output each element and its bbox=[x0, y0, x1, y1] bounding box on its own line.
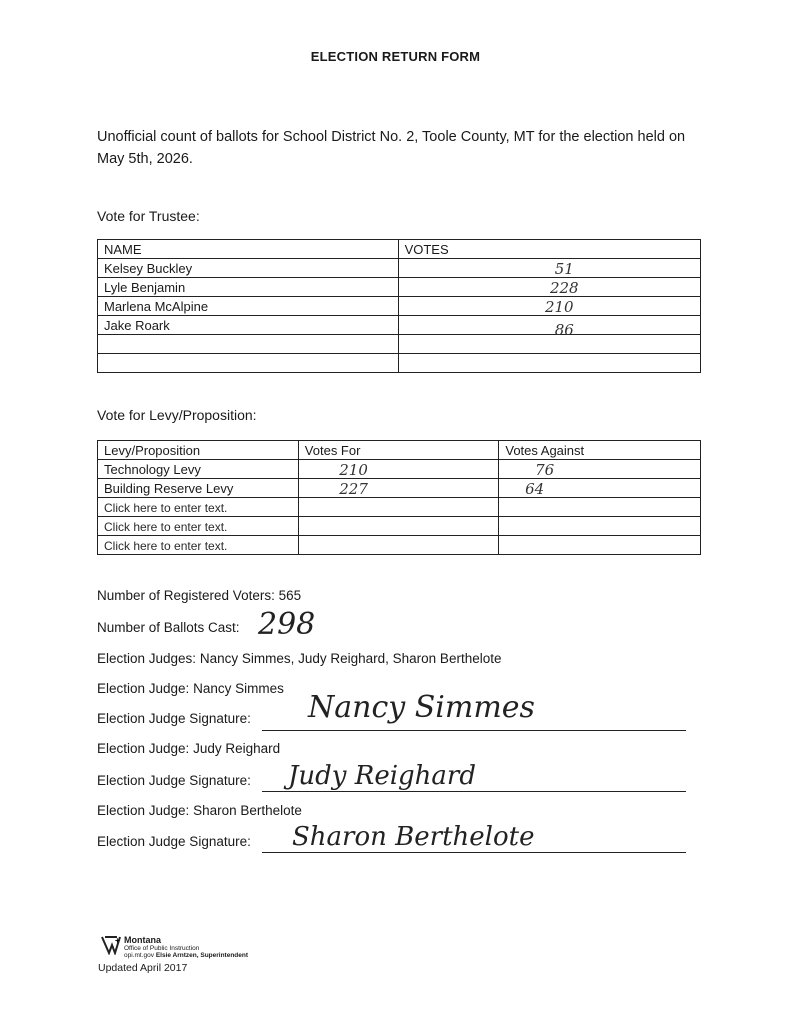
judge-label: Election Judge: bbox=[97, 803, 190, 818]
signature-label: Election Judge Signature: bbox=[97, 834, 251, 849]
judge-line bbox=[97, 681, 284, 696]
table-row bbox=[98, 297, 701, 316]
registered-voters-line bbox=[97, 588, 301, 603]
levy-name-placeholder[interactable]: Click here to enter text. bbox=[98, 536, 299, 555]
candidate-name bbox=[98, 335, 399, 354]
header-votes-for: Votes For bbox=[298, 441, 499, 460]
votes-for-cell bbox=[298, 517, 499, 536]
signature-line bbox=[262, 791, 686, 792]
candidate-name: Kelsey Buckley bbox=[98, 259, 399, 278]
judge-signature: Sharon Berthelote bbox=[292, 822, 535, 852]
logo-text-url: opi.mt.gov bbox=[124, 952, 154, 959]
table-header-row bbox=[98, 240, 701, 259]
candidate-name: Marlena McAlpine bbox=[98, 297, 399, 316]
candidate-votes bbox=[398, 335, 700, 354]
votes-against-cell bbox=[499, 517, 701, 536]
header-levy: Levy/Proposition bbox=[98, 441, 299, 460]
levy-section-label: Vote for Levy/Proposition: bbox=[97, 407, 257, 423]
levy-name: Technology Levy bbox=[98, 460, 299, 479]
registered-voters-value: 565 bbox=[278, 588, 302, 603]
ballots-cast-label: Number of Ballots Cast: bbox=[97, 620, 240, 635]
table-row bbox=[98, 354, 701, 373]
trustee-table bbox=[97, 239, 701, 373]
table-row bbox=[98, 316, 701, 335]
judge-name: Sharon Berthelote bbox=[193, 803, 302, 818]
logo-text-montana: Montana bbox=[124, 935, 161, 945]
judge-name: Nancy Simmes bbox=[193, 681, 284, 696]
opi-logo-icon bbox=[100, 935, 122, 955]
handwritten-votes: 86 bbox=[554, 321, 574, 339]
trustee-section-label: Vote for Trustee: bbox=[97, 208, 200, 224]
handwritten-votes-for: 210 bbox=[339, 461, 368, 479]
table-row bbox=[98, 460, 701, 479]
election-judges-names: Nancy Simmes, Judy Reighard, Sharon Berthelote bbox=[199, 651, 502, 666]
form-intro: Unofficial count of ballots for School District No. 2, Toole County, MT for the election held on May 5th, 2026. bbox=[97, 129, 686, 167]
candidate-name bbox=[98, 354, 399, 373]
header-votes-against: Votes Against bbox=[499, 441, 701, 460]
judge-line bbox=[97, 803, 302, 818]
table-header-row bbox=[98, 441, 701, 460]
logo-text-superintendent: Elsie Arntzen, Superintendent bbox=[155, 952, 249, 959]
table-row bbox=[98, 536, 701, 555]
levy-name: Building Reserve Levy bbox=[98, 479, 299, 498]
handwritten-votes-against: 76 bbox=[535, 461, 555, 479]
signature-line bbox=[262, 852, 686, 853]
table-row bbox=[98, 335, 701, 354]
header-name: NAME bbox=[98, 240, 399, 259]
table-row bbox=[98, 259, 701, 278]
judge-line bbox=[97, 741, 280, 756]
judge-signature: Judy Reighard bbox=[288, 761, 477, 791]
levy-table bbox=[97, 440, 701, 555]
candidate-votes bbox=[398, 354, 700, 373]
judge-signature: Nancy Simmes bbox=[308, 690, 535, 725]
handwritten-votes-against: 64 bbox=[525, 480, 545, 498]
judge-name: Judy Reighard bbox=[193, 741, 281, 756]
handwritten-votes-for: 227 bbox=[339, 480, 368, 498]
votes-for-cell bbox=[298, 498, 499, 517]
handwritten-votes: 51 bbox=[554, 260, 574, 278]
handwritten-votes: 228 bbox=[549, 279, 579, 297]
votes-against-cell bbox=[499, 498, 701, 517]
candidate-name: Lyle Benjamin bbox=[98, 278, 399, 297]
levy-name-placeholder[interactable]: Click here to enter text. bbox=[98, 517, 299, 536]
ballots-cast-handwritten: 298 bbox=[258, 607, 316, 642]
table-row bbox=[98, 479, 701, 498]
form-title: ELECTION RETURN FORM bbox=[310, 49, 481, 64]
signature-label: Election Judge Signature: bbox=[97, 773, 251, 788]
table-row bbox=[98, 498, 701, 517]
signature-label: Election Judge Signature: bbox=[97, 711, 251, 726]
votes-for-cell bbox=[298, 536, 499, 555]
votes-against-cell bbox=[499, 536, 701, 555]
svg-text:+: + bbox=[115, 936, 120, 945]
handwritten-votes: 210 bbox=[544, 298, 574, 316]
table-row bbox=[98, 517, 701, 536]
registered-voters-label: Number of Registered Voters: bbox=[97, 588, 275, 603]
updated-date: Updated April 2017 bbox=[98, 962, 188, 974]
levy-name-placeholder[interactable]: Click here to enter text. bbox=[98, 498, 299, 517]
judge-label: Election Judge: bbox=[97, 681, 190, 696]
table-row bbox=[98, 278, 701, 297]
election-judges-line bbox=[97, 651, 501, 666]
opi-logo bbox=[100, 935, 248, 959]
candidate-name: Jake Roark bbox=[98, 316, 399, 335]
logo-text-office: Office of Public Instruction bbox=[124, 945, 200, 952]
signature-line bbox=[262, 730, 686, 731]
election-judges-label: Election Judges: bbox=[97, 651, 197, 666]
judge-label: Election Judge: bbox=[97, 741, 190, 756]
header-votes: VOTES bbox=[398, 240, 700, 259]
